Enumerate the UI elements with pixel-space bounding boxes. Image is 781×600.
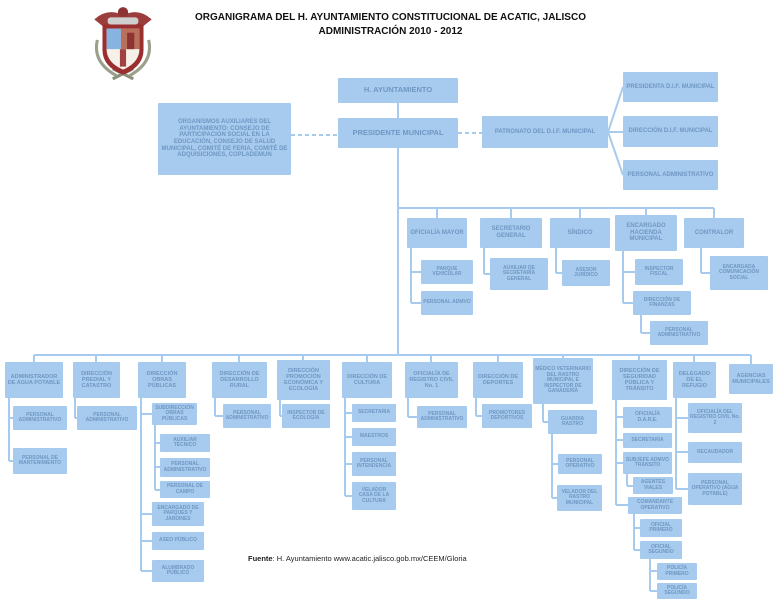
- box-encargado-parques: ENCARGADO DE PARQUES Y JARDINES: [152, 502, 204, 526]
- box-personal-admin-rural: PERSONAL ADMINISTRATIVO: [223, 404, 271, 428]
- box-direccion-dif: DIRECCIÓN D.I.F. MUNICIPAL: [623, 116, 718, 147]
- box-personal-operativo-agua: PERSONAL OPERATIVO (AGUA POTABLE): [688, 473, 742, 505]
- box-personal-admin-dif: PERSONAL ADMINISTRATIVO: [623, 160, 718, 190]
- box-personal-admin-agua: PERSONAL ADMINISTRATIVO: [13, 406, 67, 430]
- box-auxiliar-tecnico: AUXILIAR TÉCNICO: [160, 434, 210, 452]
- page-title: [0, 11, 781, 39]
- box-registro-civil-1: OFICIALÍA DE REGISTRO CIVIL No. 1: [405, 362, 458, 398]
- box-presidenta-dif: PRESIDENTA D.I.F. MUNICIPAL: [623, 72, 718, 102]
- box-aseo-publico: ASEO PÚBLICO: [152, 532, 204, 550]
- box-contralor: CONTRALOR: [684, 218, 744, 248]
- box-direccion-finanzas: DIRECCIÓN DE FINANZAS: [633, 291, 691, 315]
- box-desarrollo-rural: DIRECCIÓN DE DESARROLLO RURAL: [212, 362, 267, 398]
- box-cultura: DIRECCIÓN DE CULTURA: [342, 362, 392, 398]
- box-agencias-municipales: AGENCIAS MUNICIPALES: [729, 364, 773, 394]
- box-personal-admin-obras: PERSONAL ADMINISTRATIVO: [160, 458, 210, 477]
- source-note: [248, 554, 467, 563]
- title-line-2: ADMINISTRACIÓN 2010 - 2012: [318, 26, 463, 37]
- box-maestros: MAESTROS: [352, 428, 396, 446]
- box-personal-admin-finanzas: PERSONAL ADMINISTRATIVO: [650, 321, 708, 345]
- box-personal-operativo-rastro: PERSONAL OPERATIVO: [558, 454, 602, 474]
- box-velador-rastro: VELADOR DEL RASTRO MUNICIPAL: [557, 485, 602, 511]
- box-agentes-viales: AGENTES VIALES: [633, 477, 673, 494]
- title-line-1: ORGANIGRAMA DEL H. AYUNTAMIENTO CONSTITUCIONAL DE ACATIC, JALISCO: [195, 12, 586, 23]
- box-inspector-ecologia: INSPECTOR DE ECOLOGÍA: [282, 404, 330, 428]
- box-delegado-refugio: DELEGADO DE EL REFUGIO: [673, 362, 716, 398]
- box-personal-admvo: PERSONAL ADMVO: [421, 291, 473, 315]
- box-subdireccion-obras: SUBDIRECCIÓN OBRAS PÚBLICAS: [152, 403, 197, 425]
- box-personal-admin-predial: PERSONAL ADMINISTRATIVO: [77, 406, 137, 430]
- box-guardia-rastro: GUARDIA RASTRO: [548, 410, 597, 434]
- box-asesor-juridico: ASESOR JURÍDICO: [562, 260, 610, 286]
- box-patronato-dif: PATRONATO DEL D.I.F. MUNICIPAL: [482, 116, 608, 148]
- box-comandante-operativo: COMANDANTE OPERATIVO: [628, 497, 682, 514]
- box-secretaria-seguridad: SECRETARIA: [623, 433, 672, 448]
- box-obras-publicas: DIRECCIÓN OBRAS PÚBLICAS: [138, 362, 186, 398]
- box-personal-campo: PERSONAL DE CAMPO: [160, 481, 210, 498]
- box-personal-intendencia: PERSONAL INTENDENCIA: [352, 452, 396, 476]
- box-velador-cultura: VELADOR CASA DE LA CULTURA: [352, 482, 396, 510]
- box-inspector-fiscal: INSPECTOR FISCAL: [635, 259, 683, 285]
- box-policia-segundo: POLICÍA SEGUNDO: [657, 583, 697, 599]
- box-sindico: SÍNDICO: [550, 218, 610, 248]
- box-auxiliar-secretaria: AUXILIAR DE SECRETARÍA GENERAL: [490, 258, 548, 290]
- box-presidente-municipal: PRESIDENTE MUNICIPAL: [338, 118, 458, 148]
- box-personal-admin-registro: PERSONAL ADMINISTRATIVO: [417, 406, 467, 428]
- box-agua-potable: ADMINISTRADOR DE AGUA POTABLE: [5, 362, 63, 398]
- box-h-ayuntamiento: H. AYUNTAMIENTO: [338, 78, 458, 103]
- box-oficial-primero: OFICIAL PRIMERO: [640, 519, 682, 537]
- box-alumbrado-publico: ALUMBRADO PÚBLICO: [152, 560, 204, 582]
- box-deportes: DIRECCIÓN DE DEPORTES: [473, 362, 523, 398]
- box-encargada-comunicacion: ENCARGADA COMUNICACIÓN SOCIAL: [710, 256, 768, 290]
- box-parque-vehicular: PARQUE VEHICULAR: [421, 260, 473, 284]
- source-label: Fuente: [248, 554, 273, 563]
- box-secretaria-cultura: SECRETARIA: [352, 404, 396, 422]
- box-oficialia-mayor: OFICIALÍA MAYOR: [407, 218, 467, 248]
- box-promotores-deportivos: PROMOTORES DEPORTIVOS: [482, 404, 532, 428]
- box-subjefe-transito: SUBJEFE ADMVO TRÁNSITO: [623, 452, 672, 474]
- box-oficialia-registro-2: OFICIALÍA DEL REGISTRO CIVIL No. 2: [688, 403, 742, 433]
- box-encargado-hacienda: ENCARGADO HACIENDA MUNICIPAL: [615, 215, 677, 251]
- box-seguridad-publica: DIRECCIÓN DE SEGURIDAD PÚBLICA Y TRÁNSITO: [612, 360, 667, 400]
- box-personal-mantenimiento: PERSONAL DE MANTENIMIENTO: [13, 448, 67, 474]
- box-medico-veterinario: MÉDICO VETERINARIO DEL RASTRO MUNICIPAL E INSPECTOR DE GANADERÍA: [533, 358, 593, 404]
- box-secretario-general: SECRETARIO GENERAL: [480, 218, 542, 248]
- box-policia-primero: POLICÍA PRIMERO: [657, 563, 697, 580]
- box-oficial-segundo: OFICIAL SEGUNDO: [640, 541, 682, 559]
- source-text: : H. Ayuntamiento www.acatic.jalisco.gob.mx/CEEM/Gloria: [272, 554, 467, 563]
- box-predial-catastro: DIRECCIÓN PREDIAL Y CATASTRO: [73, 362, 120, 398]
- box-promocion-economica: DIRECCIÓN PROMOCIÓN ECONÓMICA Y ECOLOGÍA: [277, 360, 330, 400]
- box-recaudador: RECAUDADOR: [688, 442, 742, 463]
- box-organismos-auxiliares: ORGANISMOS AUXILIARES DEL AYUNTAMIENTO: CONSEJO DE PARTICIPACIÓN SOCIAL EN LA EDUCACIÓN, CONSEJO DE SALUD MUNICIPAL, COMITÉ DE FERIA, COMITÉ DE ADQUISICIONES, COPLADEMUN: [158, 103, 291, 175]
- box-oficialia-dare: OFICIALÍA D.A.R.E.: [623, 407, 672, 428]
